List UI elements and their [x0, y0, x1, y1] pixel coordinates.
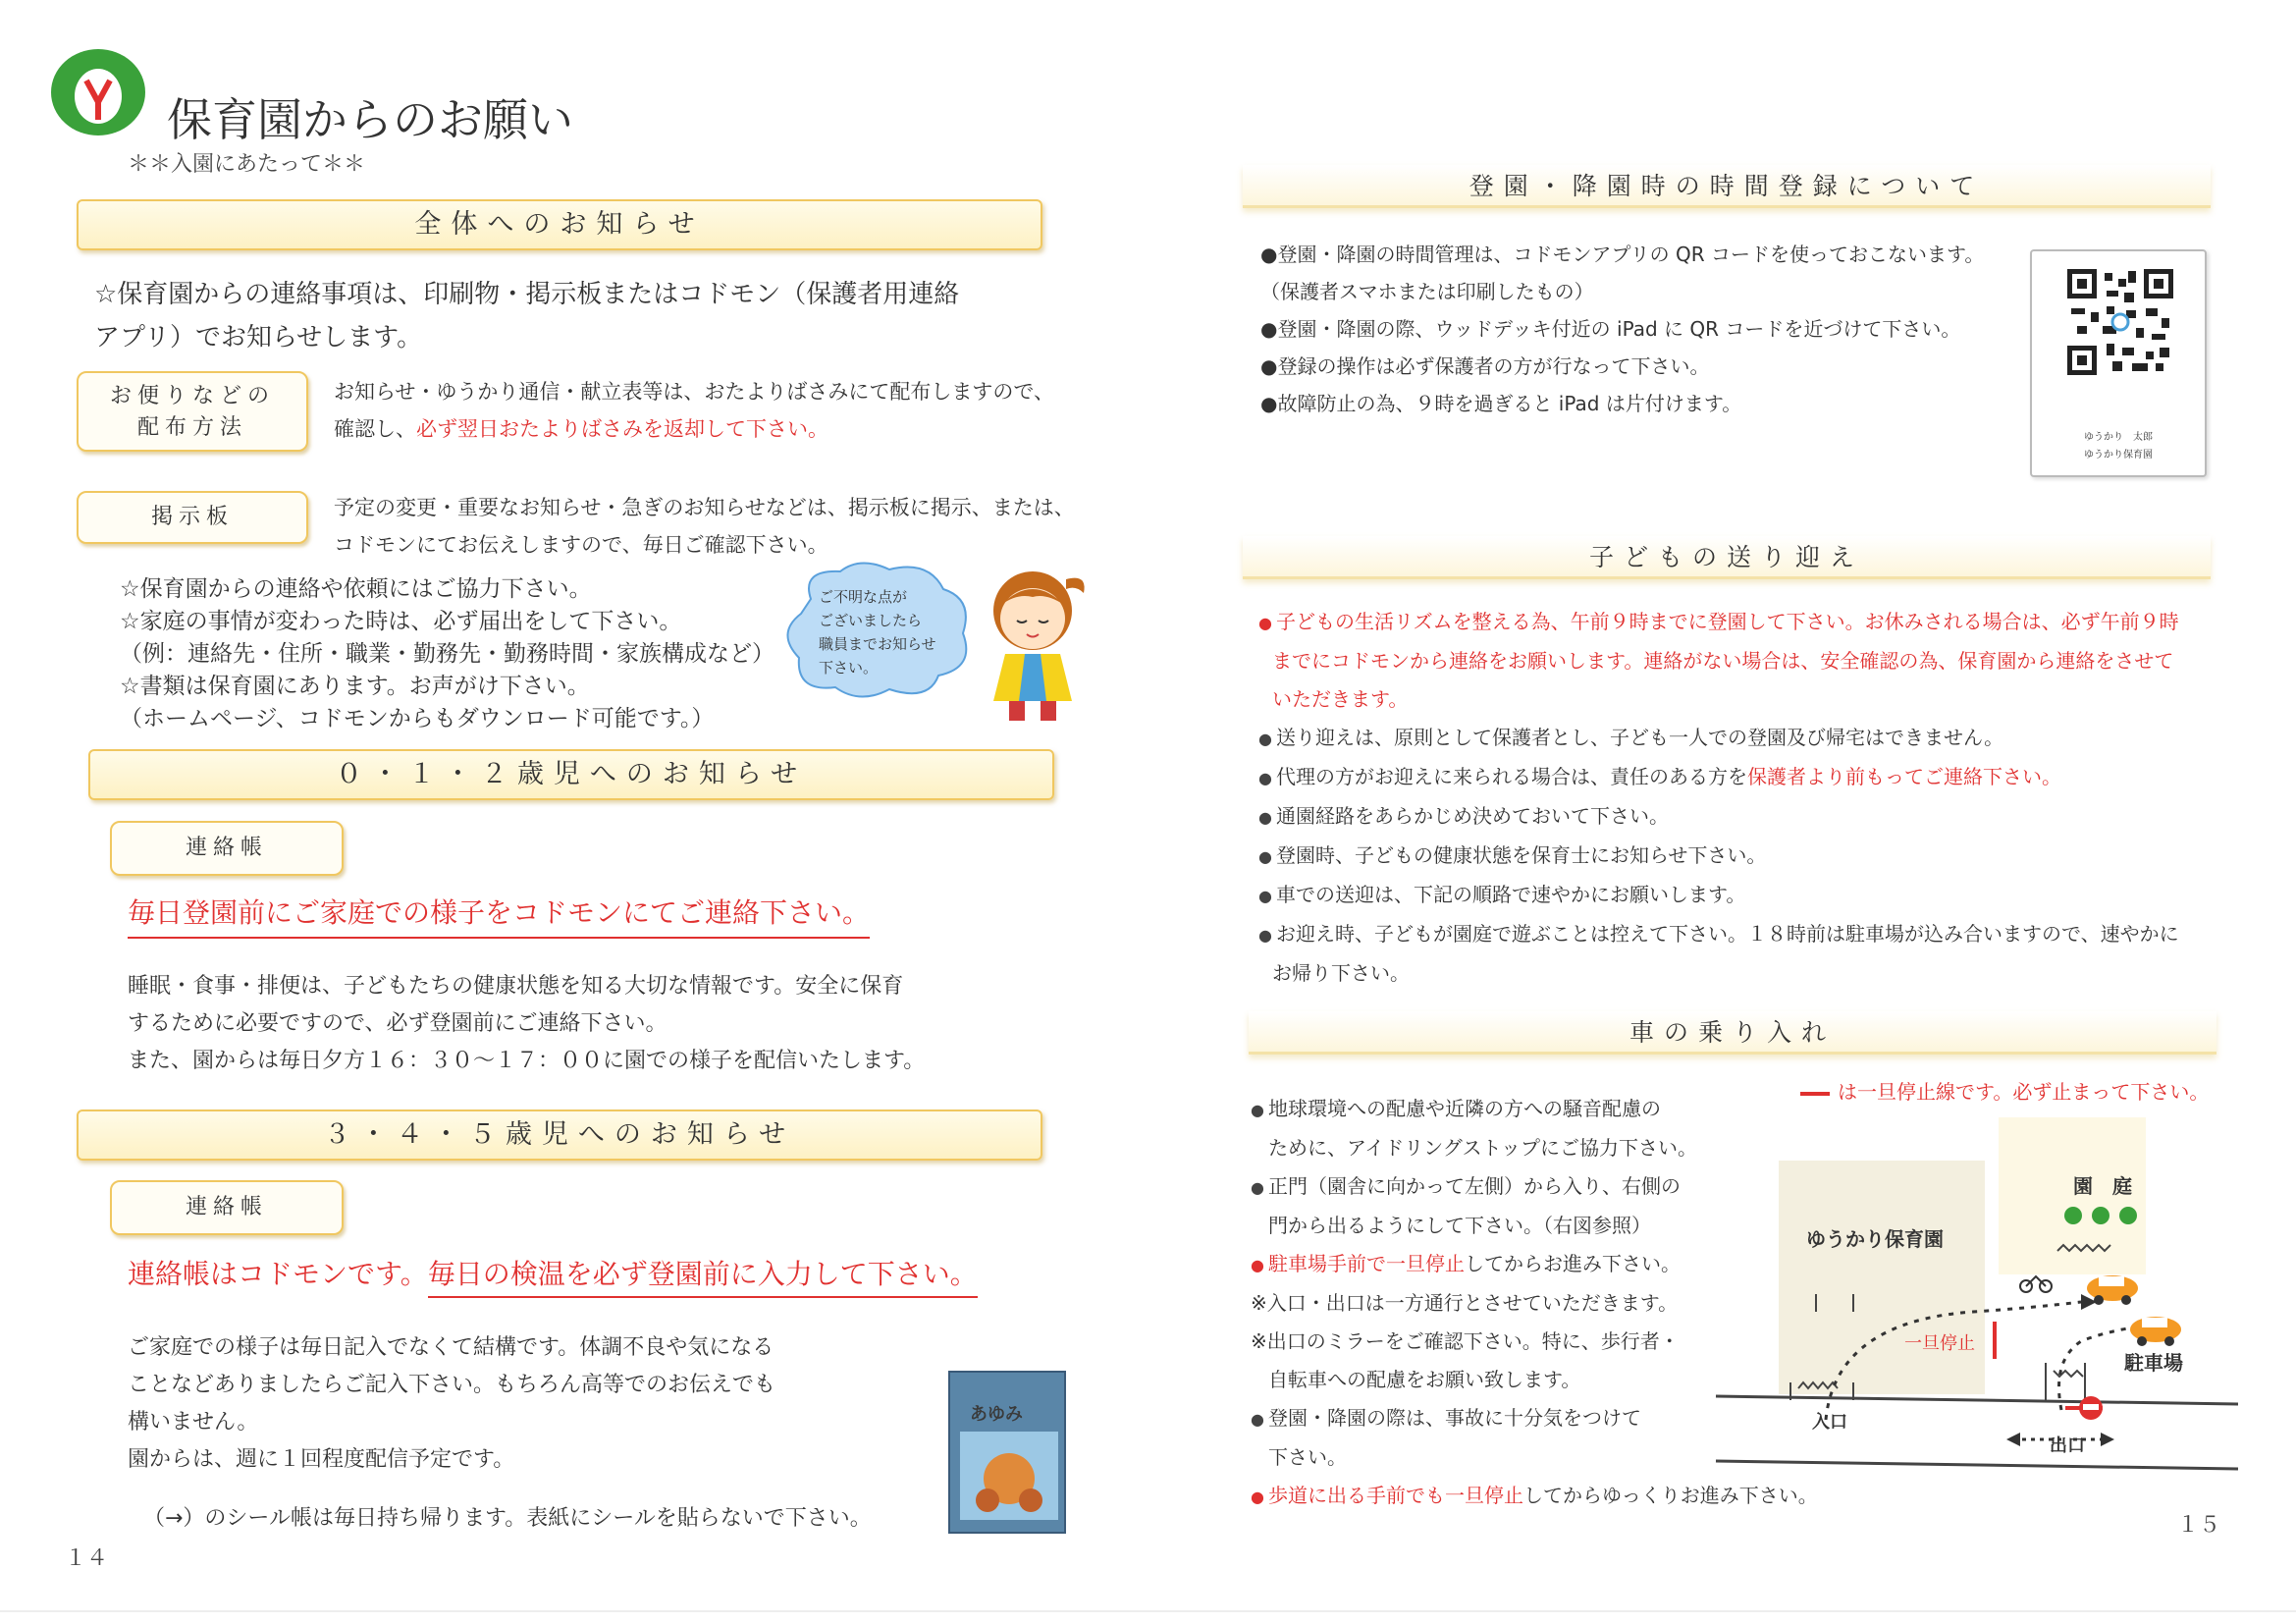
requests-list: ☆保育園からの連絡や依頼にはご協力下さい。 ☆家庭の事情が変わった時は、必ず届出をして下さい。 （例：連絡先・住所・職業・勤務先・勤務時間・家族構成など） ☆書類は保育園にあります。お声がけ下さい。 （ホームページ、コドモンからもダウンロード可能です。） [120, 576, 774, 731]
age012-body: 睡眠・食事・排便は、子どもたちの健康状態を知る大切な情報です。安全に保育 するために必要ですので、必ず登園前にご連絡下さい。 また、園からは毎日夕方１６：３０～１７：００に園での様子を配信いたします。 [128, 974, 926, 1073]
page-title: 保育園からのお願い [167, 93, 573, 146]
section-header-age345: ３・４・５歳児へのお知らせ [77, 1110, 1042, 1161]
tag-board: 掲示板 [77, 491, 308, 544]
girl-illustration [978, 560, 1092, 727]
page-subtitle: ＊＊入園にあたって＊＊ [128, 152, 366, 177]
logo [47, 41, 149, 139]
pickup-list: ● 子どもの生活リズムを整える為、午前９時までに登園して下さい。お休みされる場合は、必ず午前９時 までにコドモンから連絡をお願いします。連絡がない場合は、安全確認の為、保育園から連絡をさせて いただきます。 ● 送り迎えは、原則として保護者とし、子ども一人での登園及び帰宅はできません。 ● 代理の方がお迎えに来られる場合は、責任のある方を保護者より前もってご連絡下さい。 ● 通園経路をあらかじめ決めておいて下さい。 ● 登園時、子どもの健康状態を保育士にお知らせ下さい。 ● 車での送迎は、下記の順路で速やかにお願いします。 ● お迎え時、子どもが園庭で遊ぶことは控えて下さい。１８時前は駐車場が込み合いますので、速やかに お帰り下さい。 [1258, 603, 2179, 993]
stop-line-legend: は一旦停止線です。必ず止まって下さい。 [1800, 1076, 2209, 1105]
car-list: ● 地球環境への配慮や近隣の方への騒音配慮の ために、アイドリングストップにご協力下さい。 ● 正門（園舎に向かって左側）から入り、右側の 門から出るようにして下さい。（右図参照） ● 駐車場手前で一旦停止してからお進み下さい。 ※入口・出口は一方通行とさせていただきます。 ※出口のミラーをご確認下さい。特に、歩行者・ 自転車への配慮をお願い致します。 ● 登園・降園の際は、事故に十分気をつけて 下さい。 ● 歩道に出る手前でも一旦停止してからゆっくりお進み下さい。 [1251, 1090, 1818, 1516]
tag-renraku-2: 連絡帳 [110, 1180, 344, 1235]
bottom-rule [0, 1610, 2296, 1612]
board-text: 予定の変更・重要なお知らせ・急ぎのお知らせなどは、掲示板に掲示、または、 コドモンにてお伝えしますので、毎日ご確認下さい。 [334, 496, 1075, 557]
qr-card: ゆうかり 太郎 ゆうかり保育園 [2030, 249, 2207, 477]
intro-text: ☆保育園からの連絡事項は、印刷物・掲示板またはコドモン（保護者用連絡 アプリ）でお知らせします。 [94, 280, 960, 352]
section-header-car: 車の乗り入れ [1249, 1011, 2216, 1055]
section-header-pickup: 子どもの送り迎え [1243, 536, 2211, 579]
seal-note: （→）のシール帳は毎日持ち帰ります。表紙にシールを貼らないで下さい。 [143, 1506, 872, 1531]
page-number-right: １５ [2177, 1513, 2221, 1538]
seal-book-image: あゆみ [948, 1371, 1066, 1534]
distribution-text: お知らせ・ゆうかり通信・献立表等は、おたよりばさみにて配布しますので、 確認し、必ず翌日おたよりばさみを返却して下さい。 [334, 380, 1054, 441]
age012-red-notice: 毎日登園前にご家庭での様子をコドモンにてご連絡下さい。 [128, 892, 870, 939]
section-header-time: 登園・降園時の時間登録について [1243, 165, 2211, 208]
section-header-general: 全体へのお知らせ [77, 199, 1042, 250]
age345-red-notice: 連絡帳はコドモンです。毎日の検温を必ず登園前に入力して下さい。 [128, 1253, 978, 1292]
age345-body: ご家庭での様子は毎日記入でなくて結構です。体調不良や気になる ことなどありましたらご記入下さい。もちろん高等でのお伝えでも 構いません。 園からは、週に１回程度配信予定です。 [128, 1335, 776, 1472]
time-registration-list: ●登園・降園の時間管理は、コドモンアプリの QR コードを使っておこないます。 （保護者スマホまたは印刷したもの） ●登園・降園の際、ウッドデッキ付近の iPad に QR コードを近づけて下さい。 ●登録の操作は必ず保護者の方が行なって下さい。 ●故障防止の為、９時を過ぎると iPad は片付けます。 [1260, 243, 1985, 415]
route-map: は一旦停止線です。必ず止まって下さい。 ゆうかり保育園 園 庭 一旦停止 駐車場 入口 出口 [1708, 1076, 2238, 1479]
qr-code-icon [2067, 269, 2173, 375]
help-bubble: ご不明な点が ございましたら 職員までお知らせ 下さい。 [781, 560, 978, 705]
tag-distribution: お便りなどの 配布方法 [77, 371, 308, 452]
page-number-left: １４ [65, 1546, 109, 1571]
tag-renraku-1: 連絡帳 [110, 821, 344, 876]
section-header-age012: ０・１・２歳児へのお知らせ [88, 749, 1054, 800]
